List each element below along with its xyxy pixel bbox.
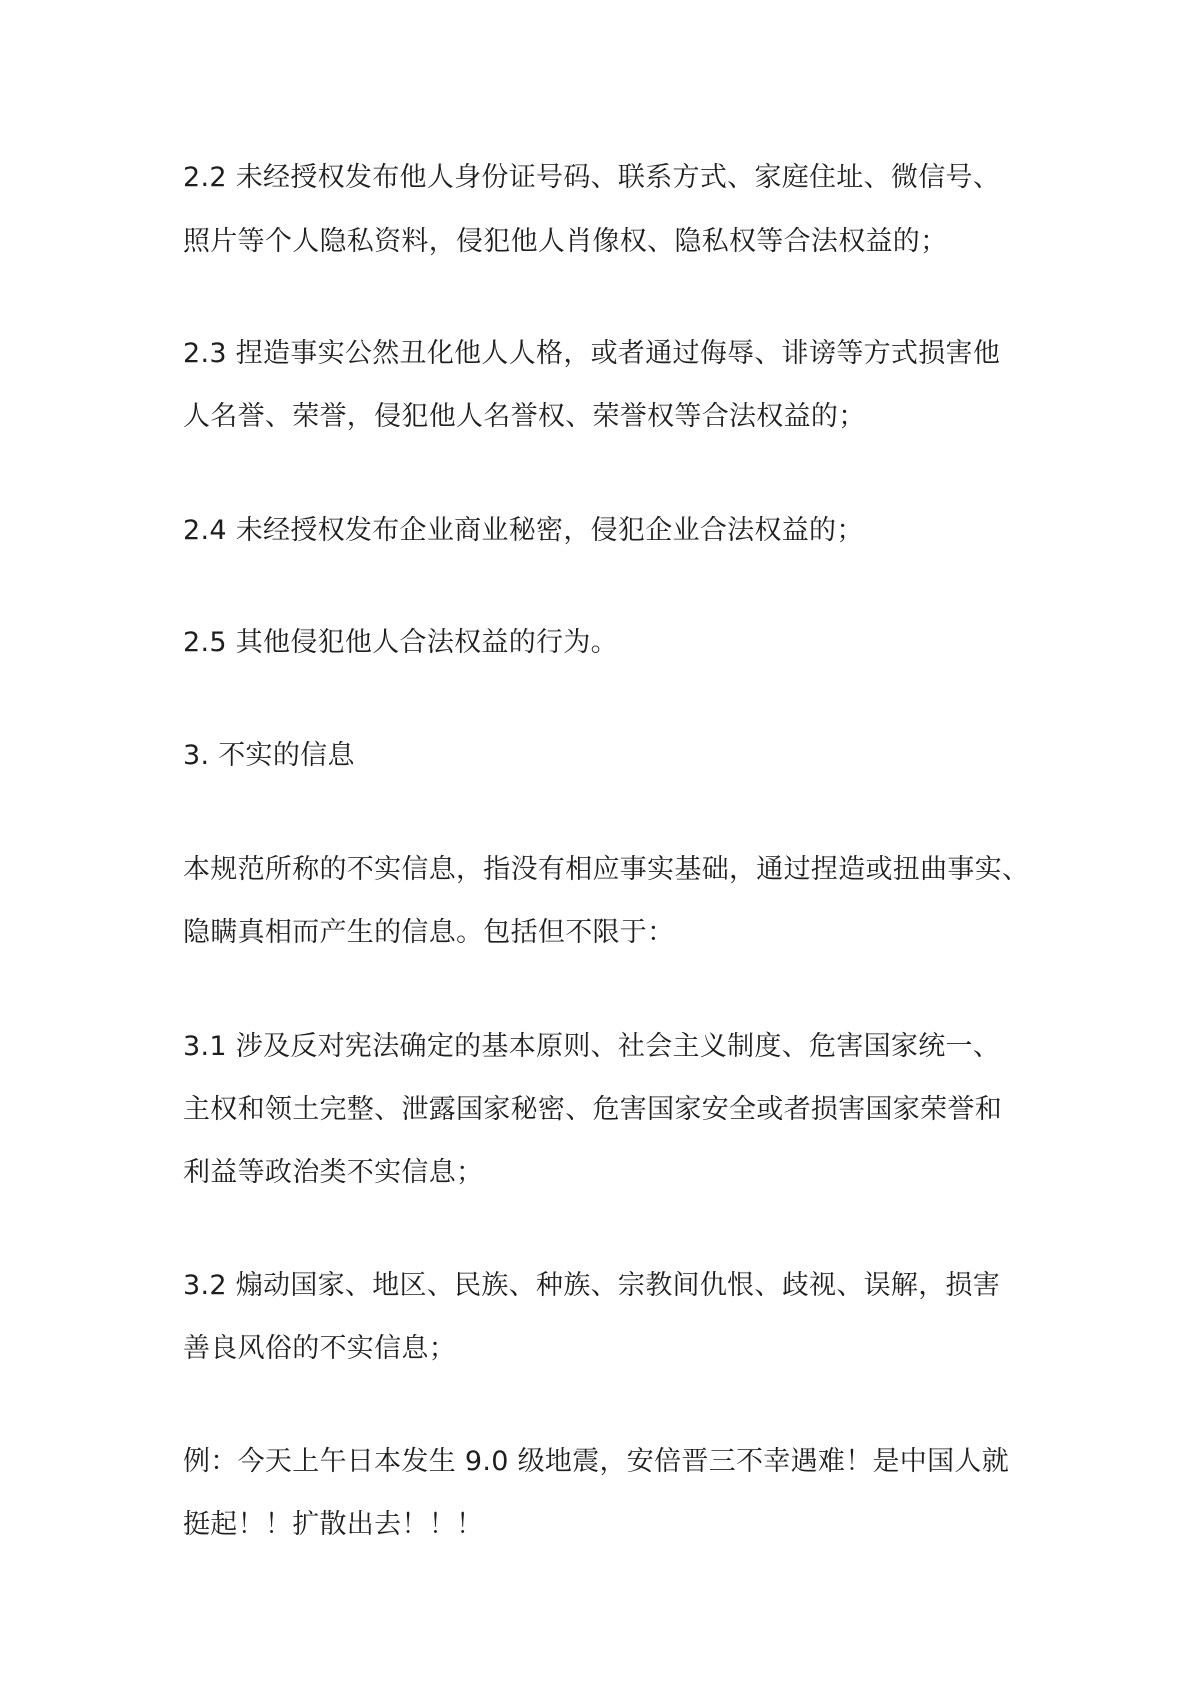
paragraph-3-1-line-1: 3.1 涉及反对宪法确定的基本原则、社会主义制度、危害国家统一、: [183, 1031, 1001, 1062]
example-line-1: 例：今天上午日本发生 9.0 级地震，安倍晋三不幸遇难！是中国人就: [183, 1446, 1010, 1477]
paragraph-3-2-line-2: 善良风俗的不实信息；: [183, 1333, 456, 1364]
paragraph-2-3-line-1: 2.3 捏造事实公然丑化他人人格，或者通过侮辱、诽谤等方式损害他: [183, 338, 1001, 369]
example-line-2: 挺起！！扩散出去！！！: [183, 1509, 484, 1540]
paragraph-2-3-line-2: 人名誉、荣誉，侵犯他人名誉权、荣誉权等合法权益的；: [183, 401, 866, 432]
paragraph-2-5: 2.5 其他侵犯他人合法权益的行为。: [183, 627, 618, 658]
paragraph-2-4: 2.4 未经授权发布企业商业秘密，侵犯企业合法权益的；: [183, 515, 864, 546]
paragraph-2-2-line-1: 2.2 未经授权发布他人身份证号码、联系方式、家庭住址、微信号、: [183, 162, 1001, 193]
section-heading-3: 3. 不实的信息: [183, 740, 355, 771]
paragraph-3-1-line-2: 主权和领土完整、泄露国家秘密、危害国家安全或者损害国家荣誉和: [183, 1094, 1002, 1125]
paragraph-definition-line-1: 本规范所称的不实信息，指没有相应事实基础，通过捏造或扭曲事实、: [183, 854, 1030, 885]
paragraph-3-1-line-3: 利益等政治类不实信息；: [183, 1157, 484, 1188]
paragraph-2-2-line-2: 照片等个人隐私资料，侵犯他人肖像权、隐私权等合法权益的；: [183, 226, 948, 257]
paragraph-definition-line-2: 隐瞒真相而产生的信息。包括但不限于：: [183, 917, 675, 948]
paragraph-3-2-line-1: 3.2 煽动国家、地区、民族、种族、宗教间仇恨、歧视、误解，损害: [183, 1270, 1001, 1301]
